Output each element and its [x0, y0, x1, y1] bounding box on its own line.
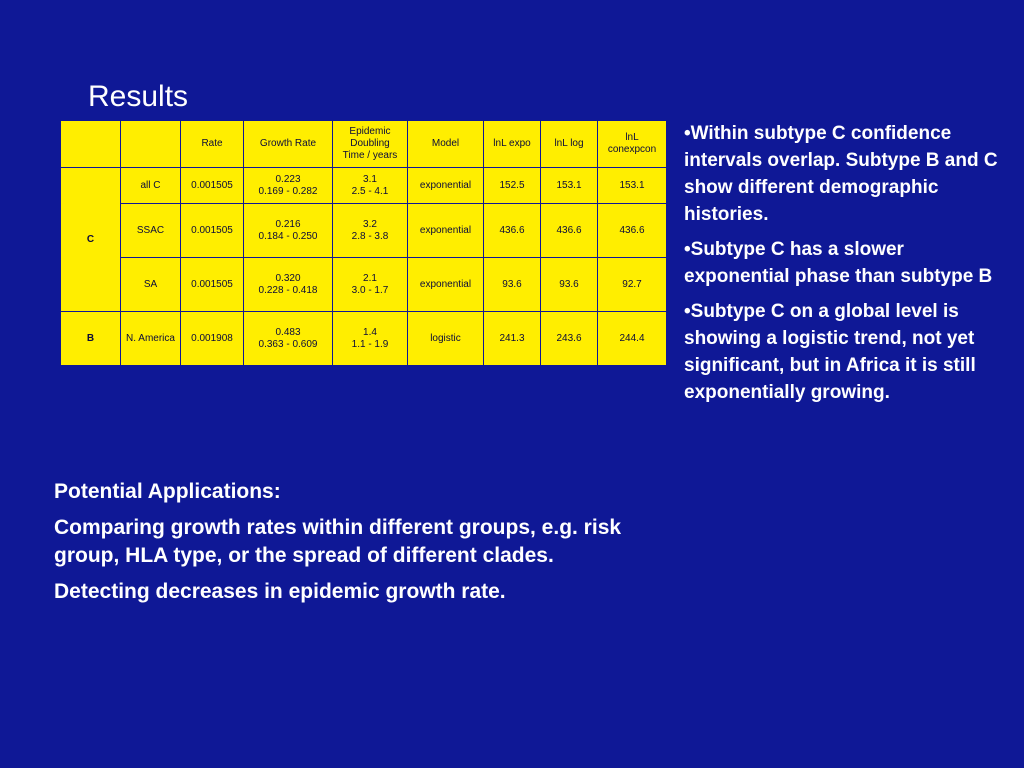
rate-cell: 0.001505	[181, 258, 244, 312]
growth-rate-cell	[244, 258, 333, 312]
doubling-time-ci: 2.5 - 4.1	[351, 185, 389, 197]
doubling-time-value: 1.4	[363, 326, 377, 338]
lnl-log-cell: 93.6	[541, 258, 598, 312]
slide-title: Results	[88, 80, 189, 113]
growth-rate-cell	[244, 204, 333, 258]
finding-item: •Within subtype C confidence intervals overlap. Subtype B and C show different demographic histories.	[684, 123, 998, 225]
header-growth-rate: Growth Rate	[244, 121, 333, 168]
header-lnl-conexpcon: lnL conexpcon	[598, 121, 667, 168]
doubling-time-cell	[333, 168, 408, 204]
doubling-time-ci: 3.0 - 1.7	[351, 284, 389, 296]
lnl-log-cell: 436.6	[541, 204, 598, 258]
results-table	[60, 120, 667, 366]
lnl-conexpcon-cell: 92.7	[598, 258, 667, 312]
lnl-expo-cell: 93.6	[484, 258, 541, 312]
application-item: Detecting decreases in epidemic growth rate.	[54, 580, 506, 603]
header-cell	[61, 121, 121, 168]
header-model: Model	[408, 121, 484, 168]
growth-rate-ci: 0.169 - 0.282	[258, 185, 318, 197]
growth-rate-value: 0.223	[275, 173, 301, 185]
growth-rate-value: 0.216	[275, 218, 301, 230]
doubling-time-cell	[333, 204, 408, 258]
header-lnl-log: lnL log	[541, 121, 598, 168]
row-name-cell: SA	[121, 258, 181, 312]
doubling-time-ci: 1.1 - 1.9	[351, 338, 389, 350]
table-row	[61, 204, 667, 258]
doubling-time-ci: 2.8 - 3.8	[351, 230, 389, 242]
growth-rate-cell	[244, 312, 333, 366]
doubling-time-value: 3.2	[363, 218, 377, 230]
table-header-row	[61, 121, 667, 168]
table-row	[61, 312, 667, 366]
findings-list	[684, 120, 1014, 414]
lnl-expo-cell: 241.3	[484, 312, 541, 366]
header-rate: Rate	[181, 121, 244, 168]
table-row	[61, 258, 667, 312]
lnl-log-cell: 243.6	[541, 312, 598, 366]
application-item: Comparing growth rates within different groups, e.g. risk group, HLA type, or the spread of different clades.	[54, 516, 622, 567]
row-name-cell: N. America	[121, 312, 181, 366]
model-cell: exponential	[408, 168, 484, 204]
lnl-log-cell: 153.1	[541, 168, 598, 204]
table-body	[61, 168, 667, 366]
model-cell: exponential	[408, 258, 484, 312]
group-label-cell: C	[61, 168, 121, 312]
lnl-conexpcon-cell: 153.1	[598, 168, 667, 204]
finding-item: •Subtype C has a slower exponential phase than subtype B	[684, 239, 993, 287]
header-cell	[121, 121, 181, 168]
applications-heading: Potential Applications:	[54, 480, 281, 503]
lnl-conexpcon-cell: 244.4	[598, 312, 667, 366]
model-cell: exponential	[408, 204, 484, 258]
header-doubling-time: Epidemic Doubling Time / years	[333, 121, 408, 168]
group-label-cell: B	[61, 312, 121, 366]
growth-rate-cell	[244, 168, 333, 204]
table-row	[61, 168, 667, 204]
rate-cell: 0.001908	[181, 312, 244, 366]
lnl-expo-cell: 152.5	[484, 168, 541, 204]
header-lnl-expo: lnL expo	[484, 121, 541, 168]
growth-rate-ci: 0.228 - 0.418	[258, 284, 318, 296]
growth-rate-ci: 0.363 - 0.609	[258, 338, 318, 350]
doubling-time-value: 3.1	[363, 173, 377, 185]
finding-item: •Subtype C on a global level is showing a logistic trend, not yet significant, but in Africa it is still exponentially growing.	[684, 301, 976, 403]
growth-rate-value: 0.320	[275, 272, 301, 284]
doubling-time-value: 2.1	[363, 272, 377, 284]
applications-section	[54, 478, 664, 614]
doubling-time-cell	[333, 312, 408, 366]
lnl-conexpcon-cell: 436.6	[598, 204, 667, 258]
growth-rate-value: 0.483	[275, 326, 301, 338]
model-cell: logistic	[408, 312, 484, 366]
rate-cell: 0.001505	[181, 168, 244, 204]
row-name-cell: all C	[121, 168, 181, 204]
lnl-expo-cell: 436.6	[484, 204, 541, 258]
doubling-time-cell	[333, 258, 408, 312]
row-name-cell: SSAC	[121, 204, 181, 258]
rate-cell: 0.001505	[181, 204, 244, 258]
growth-rate-ci: 0.184 - 0.250	[258, 230, 318, 242]
